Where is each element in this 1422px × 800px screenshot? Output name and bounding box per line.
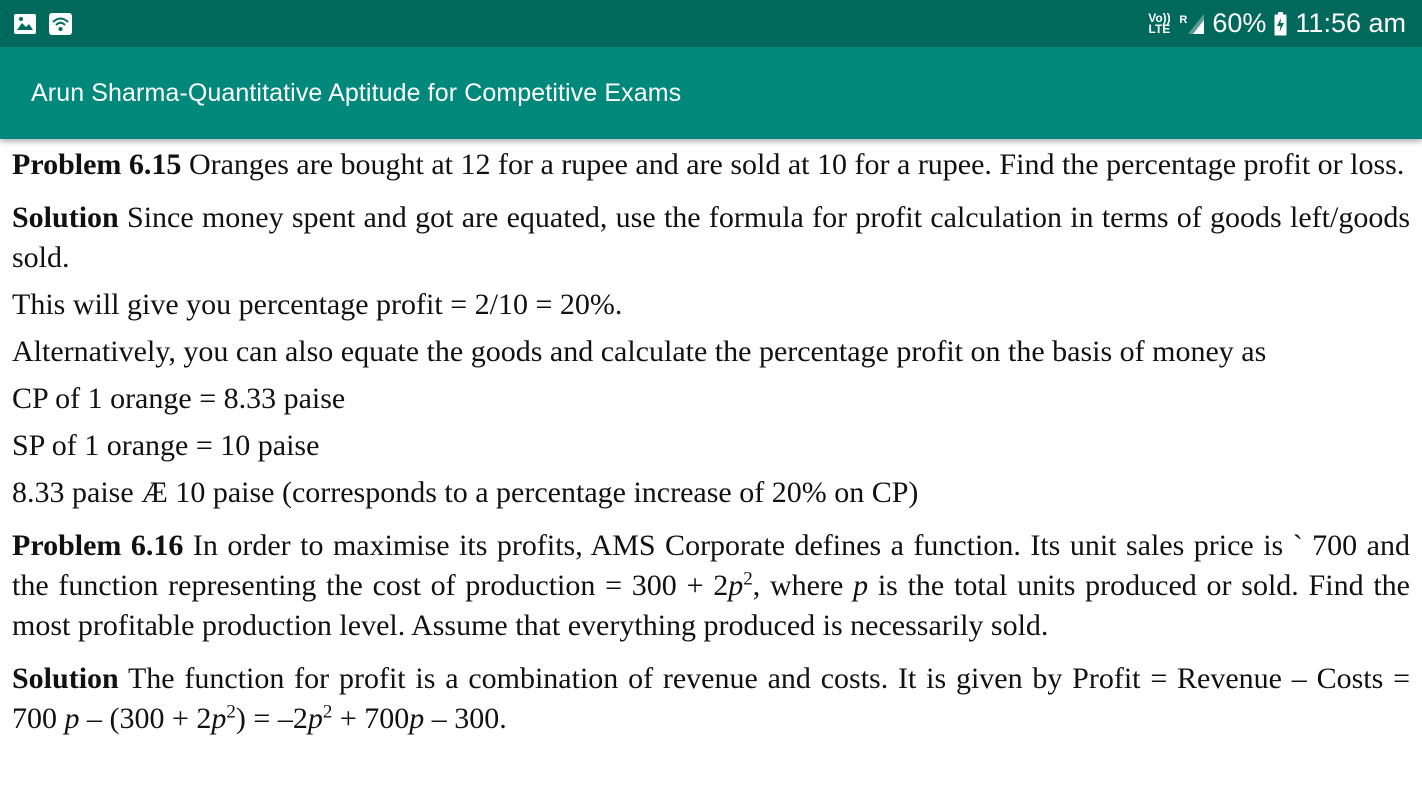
volte-label: Vo)) (1148, 10, 1171, 25)
app-title: Arun Sharma-Quantitative Aptitude for Competitive Exams (31, 78, 682, 107)
problem-6-15 (12, 145, 1410, 185)
status-left (13, 12, 73, 36)
status-bar (0, 0, 1422, 47)
roaming-label: R (1179, 13, 1188, 26)
solution-line: CP of 1 orange = 8.33 paise (12, 382, 346, 415)
page-content (0, 139, 1422, 800)
solution-text: ) = –2 (235, 702, 308, 735)
solution-line: Alternatively, you can also equate the goods and calculate the percentage profit on the basis of money as (12, 335, 1267, 368)
solution-line: SP of 1 orange = 10 paise (12, 429, 320, 462)
solution-text: – (300 + 2 (79, 702, 212, 735)
solution-6-15 (12, 198, 1410, 278)
math-variable: p (211, 702, 227, 735)
battery-percent: 60% (1212, 8, 1267, 38)
math-variable: p (307, 702, 323, 735)
problem-label: Problem 6.15 (12, 148, 182, 181)
solution-text: The function for profit is a combination of revenue and costs. It is given by Profit = Revenue – Costs = 700 (12, 662, 1410, 735)
problem-text: In order to maximise its profits, AMS Corporate defines a function. Its unit sales price is ` 700 and the function representing the cost of production = 300 + 2 (12, 529, 1410, 602)
solution-text: – 300. (424, 702, 507, 735)
status-right (1147, 8, 1406, 39)
gallery-icon (13, 13, 37, 35)
volte-indicator (1147, 10, 1171, 36)
solution-label: Solution (12, 662, 119, 695)
problem-6-16 (12, 526, 1410, 646)
math-variable: p (853, 569, 869, 602)
exponent: 2 (226, 701, 236, 723)
clock: 11:56 am (1295, 8, 1406, 38)
problem-text: , where (752, 569, 854, 602)
exponent: 2 (743, 568, 753, 590)
exponent: 2 (322, 701, 333, 723)
solution-line: 8.33 paise Æ 10 paise (corresponds to a percentage increase of 20% on CP) (12, 476, 919, 509)
lte-label: LTE (1148, 21, 1171, 36)
problem-text: Oranges are bought at 12 for a rupee and are sold at 10 for a rupee. Find the percentage profit or loss. (181, 148, 1405, 181)
solution-line: This will give you percentage profit = 2/10 = 20%. (12, 288, 623, 321)
problem-label: Problem 6.16 (12, 529, 184, 562)
solution-label: Solution (12, 201, 119, 234)
math-variable: p (409, 702, 425, 735)
solution-6-16 (12, 659, 1410, 739)
math-variable: p (64, 702, 80, 735)
signal-icon (1179, 14, 1204, 34)
wifi-icon (48, 12, 73, 36)
solution-text: + 700 (332, 702, 410, 735)
battery-icon (1274, 12, 1287, 36)
problem-text: is the total units produced or sold. Find the most profitable production level. Assume that everything produced is necessarily sold. (12, 569, 1410, 642)
app-bar (0, 47, 1422, 139)
solution-text: Since money spent and got are equated, use the formula for profit calculation in terms of goods left/goods sold. (12, 201, 1410, 274)
math-variable: p (728, 569, 744, 602)
